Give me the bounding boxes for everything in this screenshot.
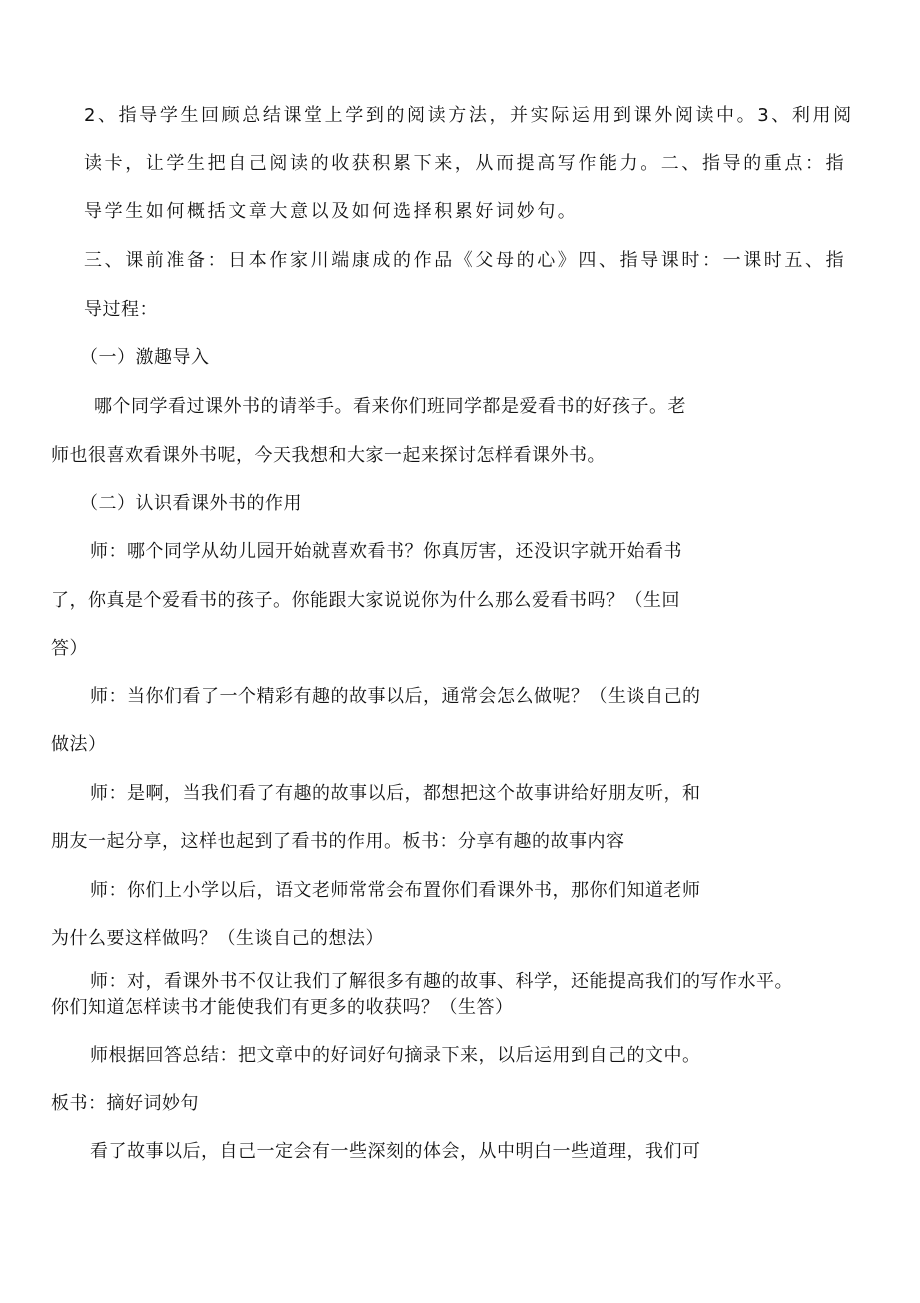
text-line-17: 师：你们上小学以后，语文老师常常会布置你们看课外书，那你们知道老师 (90, 880, 701, 901)
text-line-3: 导学生如何概括文章大意以及如何选择积累好词妙句。 (84, 201, 579, 222)
text-line-13: 师：当你们看了一个精彩有趣的故事以后，通常会怎么做呢？（生谈自己的 (90, 686, 701, 707)
text-line-2: 读卡，让学生把自己阅读的收获积累下来，从而提高写作能力。二、指导的重点：指 (84, 153, 847, 174)
text-line-23: 看了故事以后，自己一定会有一些深刻的体会，从中明白一些道理，我们可 (90, 1141, 701, 1162)
section-heading-2: （二）认识看课外书的作用 (80, 493, 302, 514)
text-line-19: 师：对，看课外书不仅让我们了解很多有趣的故事、科学，还能提高我们的写作水平。 (90, 971, 793, 992)
text-line-11: 了，你真是个爱看书的孩子。你能跟大家说说你为什么那么爱看书吗？（生回 (51, 590, 680, 611)
text-line-10: 师：哪个同学从幼儿园开始就喜欢看书？你真厉害，还没识字就开始看书 (90, 541, 682, 562)
text-line-22: 板书：摘好词妙句 (51, 1093, 199, 1114)
text-line-14: 做法） (51, 734, 107, 755)
text-line-12: 答） (51, 638, 88, 659)
text-line-7: 哪个同学看过课外书的请举手。看来你们班同学都是爱看书的好孩子。老 (94, 396, 686, 417)
text-line-18: 为什么要这样做吗？（生谈自己的想法） (51, 928, 384, 949)
text-line-21: 师根据回答总结：把文章中的好词好句摘录下来，以后运用到自己的文中。 (90, 1045, 701, 1066)
text-line-20: 你们知道怎样读书才能使我们有更多的收获吗？（生答） (51, 997, 514, 1018)
section-heading-1: （一）激趣导入 (80, 347, 210, 368)
text-line-15: 师：是啊，当我们看了有趣的故事以后，都想把这个故事讲给好朋友听，和 (90, 783, 701, 804)
text-line-4: 三、课前准备：日本作家川端康成的作品《父母的心》四、指导课时：一课时五、指 (84, 250, 847, 271)
text-line-8: 师也很喜欢看课外书呢，今天我想和大家一起来探讨怎样看课外书。 (51, 445, 606, 466)
text-line-1: 2、指导学生回顾总结课堂上学到的阅读方法，并实际运用到课外阅读中。3、利用阅 (84, 105, 854, 126)
text-line-16: 朋友一起分享，这样也起到了看书的作用。板书：分享有趣的故事内容 (51, 831, 625, 852)
text-line-5: 导过程： (84, 299, 158, 320)
